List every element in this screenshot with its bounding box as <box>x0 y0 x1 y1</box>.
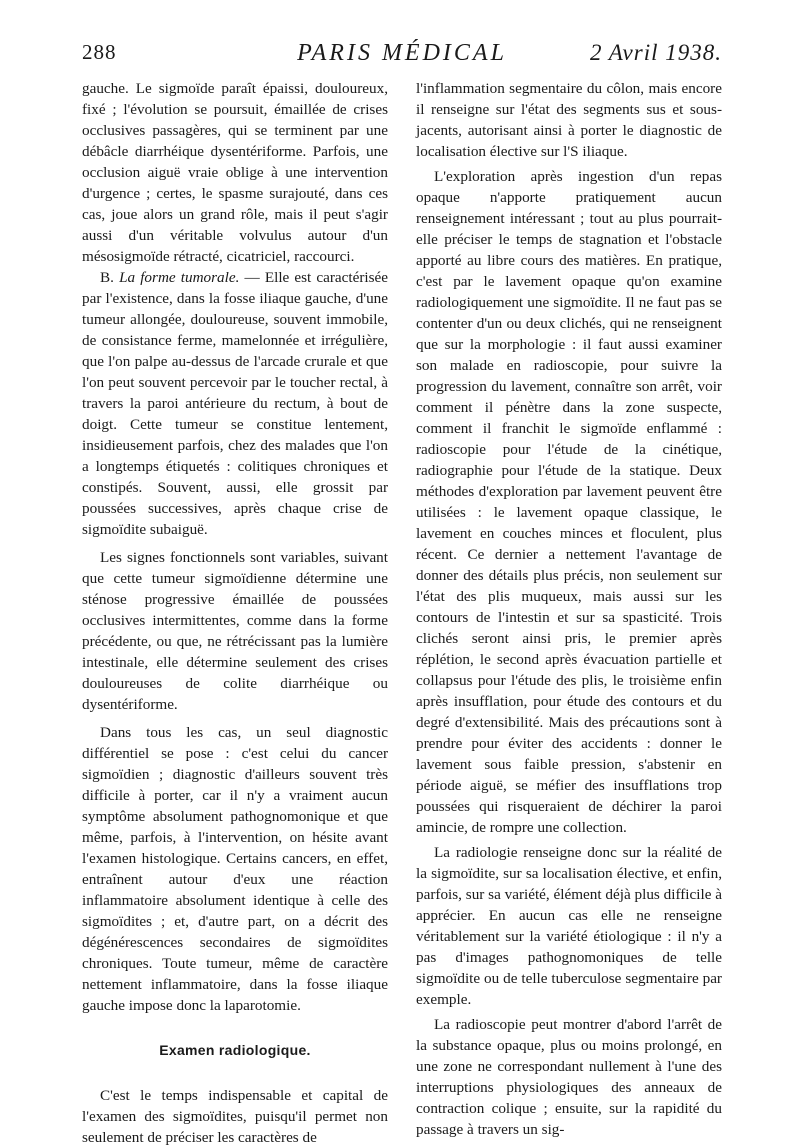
page-number: 288 <box>82 40 117 64</box>
journal-title: PARIS MÉDICAL <box>297 40 507 66</box>
paragraph: Les signes fonctionnels sont variables, suivant que cette tumeur sigmoïdienne détermine une sténose progressive émaillée de poussées occlusives intermittentes, comme dans la forme précédente, ou que, ne rétrécissant pas la lumière intestinale, elle détermine seulement des crises douloureuses de colite diarrhéique ou dysentériforme. <box>82 549 388 713</box>
paragraph: l'inflammation segmentaire du côlon, mais encore il renseigne sur l'état des segments sus et sous-jacents, autorisant ainsi à porter le diagnostic de localisation élective sur l'S iliaque. <box>416 80 722 160</box>
paragraph: Dans tous les cas, un seul diagnostic différentiel se pose : c'est celui du cancer sigmoïdien ; diagnostic d'ailleurs souvent très difficile à porter, car il n'y a vraiment aucun symptôme absolument pathognomonique et que même, parfois, à l'intervention, on hésite avant l'examen histologique. Certains cancers, en effet, entraînent autour d'eux une réaction inflammatoire absolument identique à celle des sigmoïdites ; et, d'autre part, on a décrit des dégénérescences secondaires de sigmoïdites chroniques. Toute tumeur, même de caractère nettement inflammatoire, dans la fosse iliaque gauche impose donc la laparotomie. <box>82 724 388 1014</box>
paragraph: gauche. Le sigmoïde paraît épaissi, douloureux, fixé ; l'évolution se poursuit, émaillée de crises occlusives passagères, qui se terminent par une débâcle diarrhéique dysentériforme. Parfois, une occlusion aiguë vraie oblige à une intervention d'urgence ; certes, le spasme surajouté, dans ces cas, joue alors un grand rôle, mais il peut s'agir aussi d'un véritable volvulus autour d'un mésosigmoïde rétracté, cicatriciel, raccourci. <box>82 80 388 265</box>
running-header <box>82 40 722 70</box>
paragraph-text: — Elle est caractérisée par l'existence, dans la fosse iliaque gauche, d'une tumeur allongée, douloureuse, souvent immobile, de consistance ferme, mamelonnée et irrégulière, que l'on palpe au-dessus de l'arcade crurale et que l'on peut souvent percevoir par le toucher rectal, à travers la paroi antérieure du rectum, à bout de doigt. Cette tumeur se constitue lentement, insidieusement parfois, chez des malades que l'on a longtemps étiquetés : colitiques chroniques et constipés. Souvent, aussi, elle grossit par poussées successives, après chaque crise de sigmoïdite subaiguë. <box>82 269 389 538</box>
issue-date: 2 Avril 1938. <box>589 40 722 65</box>
paragraph: L'exploration après ingestion d'un repas opaque n'apporte pratiquement aucun renseignement intéressant ; tout au plus pourrait-elle préciser le temps de stagnation et l'obstacle apporté au libre cours des matières. En pratique, c'est par le lavement opaque qu'on examine radiologiquement une sigmoïdite. Il ne faut pas se contenter d'un ou deux clichés, qui ne renseignent que sur la morphologie : il faut aussi examiner son malade en radioscopie, pour suivre la progression du lavement, connaître son arrêt, voir comment il pénètre dans la zone suspecte, comment il franchit le sigmoïde enflammé : radioscopie pour l'étude de la cinétique, radiographie pour l'étude de la statique. Deux méthodes d'exploration par lavement peuvent être utilisées : le lavement opaque classique, le lavement en couches minces et floculent, plus récent. Ce dernier a nettement l'avantage de donner des détails plus précis, non seulement sur l'état des plis muqueux, mais aussi sur les contours de l'intestin et sur sa spasticité. Trois clichés seront ainsi pris, le premier après réplétion, le second après évacuation partielle et collapsus pour l'étude des plis, le troisième enfin après insufflation, pour étude des contours et du degré d'extensibilité. Mais des précautions sont à prendre pour éviter des accidents : donner le lavement sous faible pression, s'abstenir en période aiguë, se méfier des insufflations trop poussées qui risqueraient de déchirer la paroi amincie, de rompre une collection. <box>416 168 722 836</box>
paragraph: La radiologie renseigne donc sur la réalité de la sigmoïdite, sur sa localisation élective, et enfin, parfois, sur sa variété, élément déjà plus difficile à apprécier. En aucun cas elle ne renseigne véritablement sur la variété étiologique : il n'y a pas d'images pathognomoniques de telle sigmoïdite ou de telle tuberculose segmentaire par exemple. <box>416 844 722 1008</box>
subsection-title: La forme tumorale. <box>119 269 240 286</box>
section-heading: Examen radiologique. <box>159 1042 311 1058</box>
paragraph: La radioscopie peut montrer d'abord l'arrêt de la substance opaque, plus ou moins prolongé, en une zone ne correspondant nullement à l'une des interruptions physiologiques des anneaux de contraction colique ; ensuite, sur la rapidité du passage à travers un sig- <box>416 1016 722 1138</box>
paragraph: C'est le temps indispensable et capital de l'examen des sigmoïdites, puisqu'il permet non seulement de préciser les caractères de <box>82 1087 388 1146</box>
right-column <box>416 78 722 1140</box>
left-column <box>82 78 388 1148</box>
paragraph-forme-tumorale <box>82 267 388 540</box>
section-label: B. <box>100 269 114 286</box>
